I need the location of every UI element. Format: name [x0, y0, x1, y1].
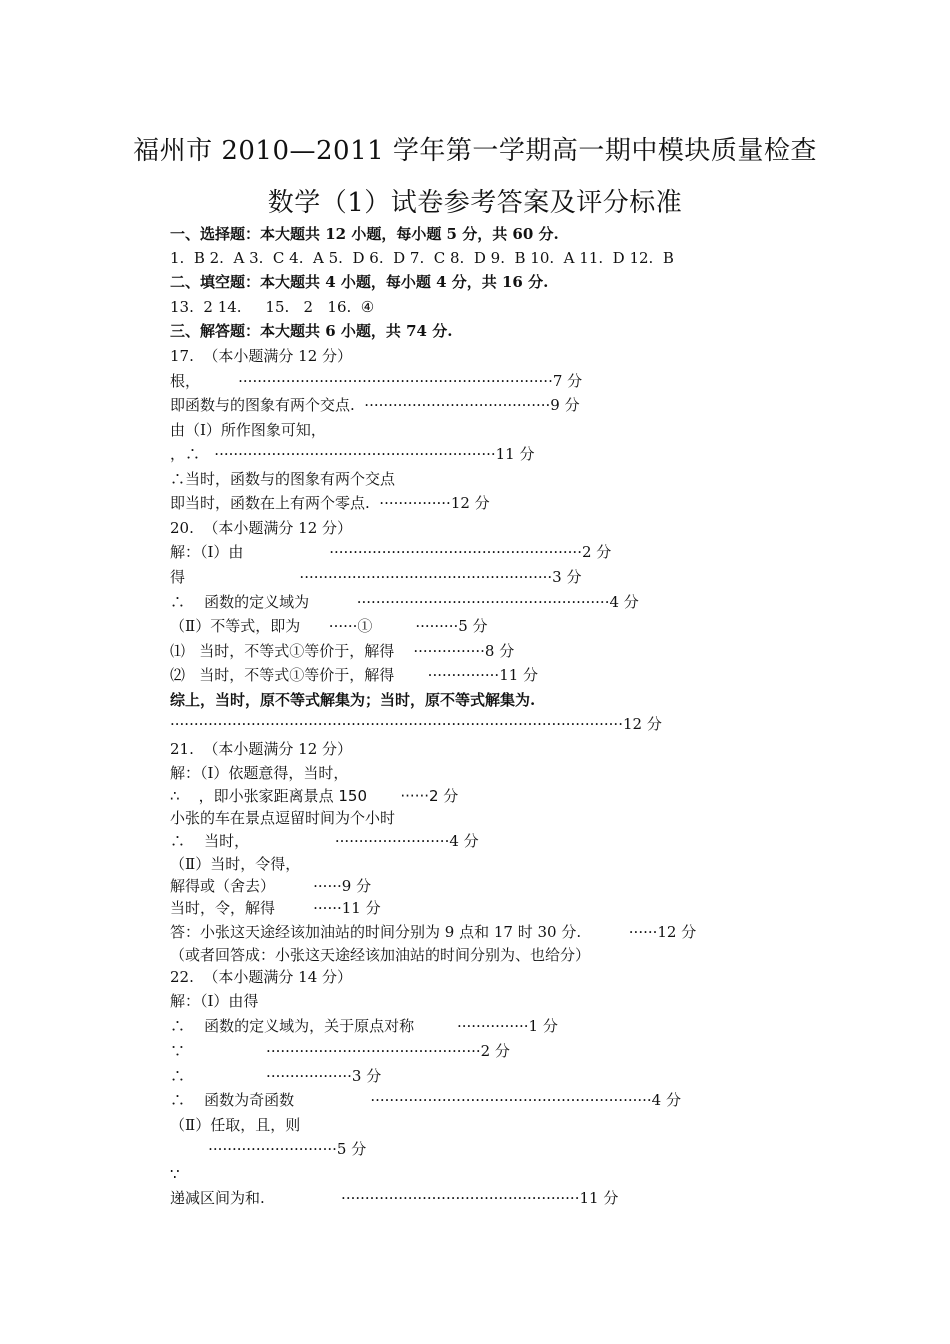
answer-line: 13. 2 14. 15. 2 16. ④ [170, 298, 375, 316]
answer-line: 即函数与的图象有两个交点. ·······································9 分 [170, 396, 580, 414]
document-subtitle: 数学（1）试卷参考答案及评分标准 [267, 188, 683, 218]
answer-line: 即当时，函数在上有两个零点. ···············12 分 [170, 494, 490, 512]
answer-line: ∴ 当时， ························4 分 [170, 832, 479, 850]
answer-line: 得 ·····················································3 分 [170, 568, 582, 586]
answer-line: 由（Ⅰ）所作图象可知， [170, 421, 326, 439]
answer-line: 一、选择题：本大题共 12 小题，每小题 5 分，共 60 分. [170, 225, 559, 243]
answer-line: ∴ 函数为奇函数 ···························································4 分 [170, 1091, 681, 1109]
answer-line: 17. （本小题满分 12 分） [170, 347, 353, 365]
answer-line: 综上，当时，原不等式解集为；当时，原不等式解集为. [170, 691, 536, 709]
answer-line: ∴ ··················3 分 [170, 1067, 382, 1085]
answer-line: 递减区间为和. ··················································11 分 [170, 1189, 619, 1207]
answer-line: （或者回答成：小张这天途经该加油站的时间分别为、也给分） [170, 946, 591, 964]
answer-line: ∵ ·············································2 分 [170, 1042, 510, 1060]
answer-line: ∴ 函数的定义域为 ·····················································4 分 [170, 593, 639, 611]
answer-line: 小张的车在景点逗留时间为个小时 [170, 809, 396, 827]
answer-line: ，∴ ···························································11 分 [170, 445, 535, 463]
answer-line: （Ⅱ）当时，令得， [170, 855, 301, 873]
answer-line: 1. B 2. A 3. C 4. A 5. D 6. D 7. C 8. D 9. B 10. A 11. D 12. B [170, 249, 674, 267]
answer-line: ∵ [170, 1165, 180, 1183]
answer-line: 二、填空题：本大题共 4 小题，每小题 4 分，共 16 分. [170, 273, 549, 291]
answer-line: 根， ··································································7 分 [170, 372, 583, 390]
answer-line: ∴ ，即小张家距离景点 150 ······2 分 [170, 787, 459, 805]
answer-line: 答：小张这天途经该加油站的时间分别为 9 点和 17 时 30 分. ······12 分 [170, 923, 697, 941]
answer-line: （Ⅱ）不等式，即为 ······① ·········5 分 [170, 617, 488, 635]
answer-line: 22. （本小题满分 14 分） [170, 968, 353, 986]
answer-line: 解：（Ⅰ）由 ·····················································2 分 [170, 543, 612, 561]
document-title: 福州市 2010—2011 学年第一学期高一期中模块质量检查 [133, 136, 817, 166]
answer-line: （Ⅱ）任取，且，则 [170, 1116, 301, 1134]
answer-line: 20. （本小题满分 12 分） [170, 519, 353, 537]
answer-line: ⑴ 当时，不等式①等价于，解得 ···············8 分 [170, 642, 515, 660]
answer-line: ···························5 分 [170, 1140, 367, 1158]
answer-line: ⑵ 当时，不等式①等价于，解得 ···············11 分 [170, 666, 539, 684]
answer-line: 解得或（舍去） ······9 分 [170, 877, 372, 895]
answer-line: 当时，令，解得 ······11 分 [170, 899, 381, 917]
answer-line: ·······························································································12 分 [170, 715, 662, 733]
answer-line: 解：（Ⅰ）依题意得，当时， [170, 764, 349, 782]
answer-line: 三、解答题：本大题共 6 小题，共 74 分. [170, 322, 453, 340]
answer-line: 解：（Ⅰ）由得 [170, 992, 259, 1010]
answer-line: 21. （本小题满分 12 分） [170, 740, 353, 758]
answer-line: ∴当时，函数与的图象有两个交点 [170, 470, 396, 488]
answer-line: ∴ 函数的定义域为，关于原点对称 ···············1 分 [170, 1017, 558, 1035]
